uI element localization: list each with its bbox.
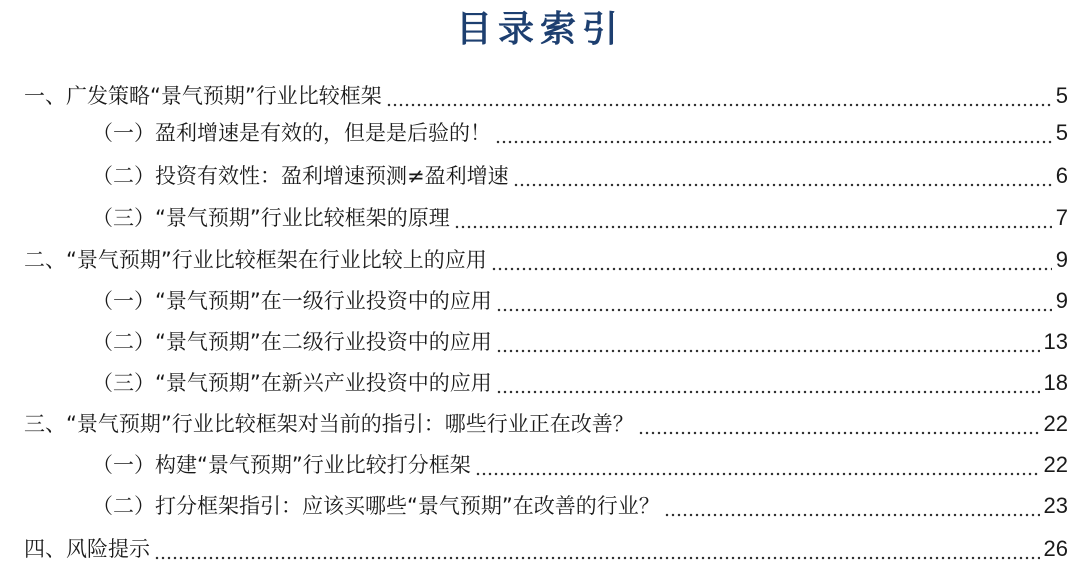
toc-page-number: 18 xyxy=(1043,370,1068,395)
toc-entry-1-1[interactable] xyxy=(92,115,1068,151)
dot-leader xyxy=(386,78,1052,114)
dot-leader xyxy=(475,447,1040,483)
toc-page-number: 7 xyxy=(1055,205,1068,230)
toc-entry-label: （二）“景气预期”在二级行业投资中的应用 xyxy=(92,330,492,354)
dot-leader xyxy=(454,200,1052,236)
dot-leader xyxy=(496,365,1040,401)
toc-entry-3-2[interactable] xyxy=(92,488,1068,524)
toc-page-number: 22 xyxy=(1043,411,1068,436)
toc-entry-label: （二）打分框架指引：应该买哪些“景气预期”在改善的行业？ xyxy=(92,494,660,518)
dot-leader xyxy=(638,406,1040,442)
toc-entry-section-1[interactable] xyxy=(24,78,1068,114)
toc-page-number: 26 xyxy=(1043,536,1068,561)
toc-entry-1-3[interactable] xyxy=(92,200,1068,236)
toc-entry-3-1[interactable] xyxy=(92,447,1068,483)
toc-entry-label: （二）投资有效性：盈利增速预测≠盈利增速 xyxy=(92,164,509,188)
toc-entry-label: （一）构建“景气预期”行业比较打分框架 xyxy=(92,453,471,477)
toc-page-number: 9 xyxy=(1055,247,1068,272)
toc-page-number: 5 xyxy=(1055,120,1068,145)
toc-entry-label: （三）“景气预期”行业比较框架的原理 xyxy=(92,206,450,230)
toc-page-number: 9 xyxy=(1055,288,1068,313)
toc-entry-label: 一、广发策略“景气预期”行业比较框架 xyxy=(24,84,382,108)
toc-entry-label: （三）“景气预期”在新兴产业投资中的应用 xyxy=(92,371,492,395)
dot-leader xyxy=(154,531,1040,567)
toc-entry-label: 二、“景气预期”行业比较框架在行业比较上的应用 xyxy=(24,248,487,272)
toc-page-number: 13 xyxy=(1043,329,1068,354)
toc-entry-label: 四、风险提示 xyxy=(24,537,150,561)
toc-entry-1-2[interactable] xyxy=(92,158,1068,194)
toc-entry-2-2[interactable] xyxy=(92,324,1068,360)
toc-entry-label: 三、“景气预期”行业比较框架对当前的指引：哪些行业正在改善？ xyxy=(24,412,634,436)
dot-leader xyxy=(491,242,1052,278)
toc-entry-section-2[interactable] xyxy=(24,242,1068,278)
dot-leader xyxy=(664,488,1040,524)
toc-page-number: 23 xyxy=(1043,493,1068,518)
toc-entry-section-4[interactable] xyxy=(24,531,1068,567)
toc-entry-2-1[interactable] xyxy=(92,283,1068,319)
dot-leader xyxy=(513,158,1052,194)
toc-entry-2-3[interactable] xyxy=(92,365,1068,401)
toc-page-number: 22 xyxy=(1043,452,1068,477)
toc-title: 目录索引 xyxy=(455,9,624,50)
toc-page-number: 5 xyxy=(1055,83,1068,108)
dot-leader xyxy=(495,115,1052,151)
toc-entry-section-3[interactable] xyxy=(24,406,1068,442)
toc-entry-label: （一）盈利增速是有效的，但是是后验的！ xyxy=(92,121,491,145)
toc-entry-label: （一）“景气预期”在一级行业投资中的应用 xyxy=(92,289,492,313)
toc-page-number: 6 xyxy=(1055,163,1068,188)
dot-leader xyxy=(496,324,1040,360)
dot-leader xyxy=(496,283,1052,319)
